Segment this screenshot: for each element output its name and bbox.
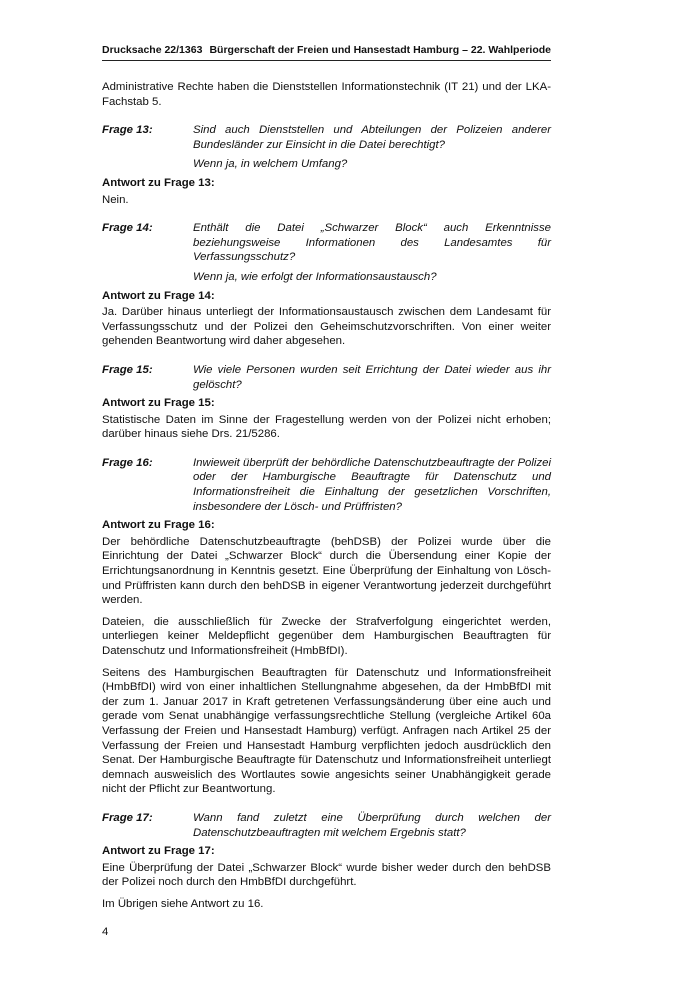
question-label: Frage 13: <box>102 124 153 137</box>
answer-paragraph: Ja. Darüber hinaus unterliegt der Informationsaustausch zwischen dem Landesamt für Verfassungsschutz und der Polizei den Geheimschutzvorschriften. Von einer weiter gehenden Beantwortung wird daher abgesehen. <box>102 306 551 348</box>
question-14 <box>102 221 551 284</box>
answer-paragraph: Nein. <box>102 193 129 206</box>
question-15 <box>102 363 551 392</box>
answer-paragraph: Eine Überprüfung der Datei „Schwarzer Block“ wurde bisher weder durch den behDSB der Polizei noch durch den HmbBfDI durchgeführt. <box>102 861 551 889</box>
page-header <box>102 44 551 61</box>
document-number: Drucksache 22/1363 <box>102 44 203 56</box>
question-subtext: Wenn ja, in welchem Umfang? <box>193 158 348 171</box>
intro-paragraph: Administrative Rechte haben die Dienststellen Informationstechnik (IT 21) und der LKA-Fachstab 5. <box>102 81 551 108</box>
answer-heading-14: Antwort zu Frage 14: <box>102 289 215 302</box>
question-text: Sind auch Dienststellen und Abteilungen der Polizeien anderer Bundesländer zur Einsicht in die Datei berechtigt? <box>193 124 551 151</box>
question-text: Wann fand zuletzt eine Überprüfung durch welchen der Datenschutzbeauftragten mit welchem Ergebnis statt? <box>193 811 551 839</box>
question-label: Frage 16: <box>102 456 153 469</box>
question-subtext: Wenn ja, wie erfolgt der Informationsaustausch? <box>193 270 437 283</box>
question-17 <box>102 811 551 840</box>
page-content <box>102 80 551 919</box>
question-text: Wie viele Personen wurden seit Errichtung der Datei wieder aus ihr gelöscht? <box>193 363 551 391</box>
answer-heading-17: Antwort zu Frage 17: <box>102 845 215 858</box>
answer-heading-16: Antwort zu Frage 16: <box>102 519 215 532</box>
question-text: Enthält die Datei „Schwarzer Block“ auch Erkenntnisse beziehungsweise Informationen des Landesamtes für Verfassungsschutz? <box>193 222 551 264</box>
answer-paragraph: Seitens des Hamburgischen Beauftragten für Datenschutz und Informationsfreiheit (HmbBfDI) wird von einer inhaltlichen Stellungnahme abgesehen, da der HmbBfDI mit der zum 1. Januar 2017 in Kraft getretenen Verfassungsänderung über eine auch und gerade vom Senat unabhängige verfassungsrechtliche Stellung (vergleiche Artikel 60a Verfassung der Freien und Hansestadt Hamburg) verfügt. Anfragen nach Artikel 25 der Verfassung der Freien und Hansestadt Hamburg verpflichten jedoch ausdrücklich den Senat. Der Hamburgische Beauftragte für Datenschutz und Informationsfreiheit unterliegt demnach ausweislich des Wortlautes sowie angesichts seiner Unabhängigkeit gerade nicht der Pflicht zur Beantwortung. <box>102 666 551 796</box>
answer-paragraph: Dateien, die ausschließlich für Zwecke der Strafverfolgung eingerichtet werden, unterliegen keiner Meldepflicht gegenüber dem Hamburgischen Beauftragten für Datenschutz und Informationsfreiheit (HmbBfDI). <box>102 615 551 657</box>
question-label: Frage 15: <box>102 363 153 376</box>
question-13 <box>102 123 551 172</box>
answer-paragraph: Im Übrigen siehe Antwort zu 16. <box>102 897 264 910</box>
question-16 <box>102 456 551 514</box>
question-label: Frage 14: <box>102 222 153 235</box>
answer-paragraph: Der behördliche Datenschutzbeauftragte (behDSB) der Polizei wurde über die Einrichtung der Datei „Schwarzer Block“ durch die Übersendung einer Kopie der Errichtungsanordnung in Kenntnis gesetzt. Eine Überprüfung der Einhaltung von Lösch- und Prüffristen kann durch den behDSB in eigener Verantwortung jederzeit durchgeführt werden. <box>102 535 551 607</box>
answer-heading-15: Antwort zu Frage 15: <box>102 397 215 410</box>
question-label: Frage 17: <box>102 811 153 824</box>
answer-paragraph: Statistische Daten im Sinne der Fragestellung werden von der Polizei nicht erhoben; darüber hinaus siehe Drs. 21/5286. <box>102 413 551 441</box>
question-text: Inwieweit überprüft der behördliche Datenschutzbeauftragte der Polizei oder der Hamburgische Beauftragte für Datenschutz und Informationsfreiheit die Einhaltung der gesetzlichen Vorschriften, insbesondere der Lösch- und Prüffristen? <box>193 456 551 513</box>
parliament-title: Bürgerschaft der Freien und Hansestadt Hamburg – 22. Wahlperiode <box>209 44 551 56</box>
page-number: 4 <box>102 926 109 938</box>
answer-heading-13: Antwort zu Frage 13: <box>102 176 215 189</box>
